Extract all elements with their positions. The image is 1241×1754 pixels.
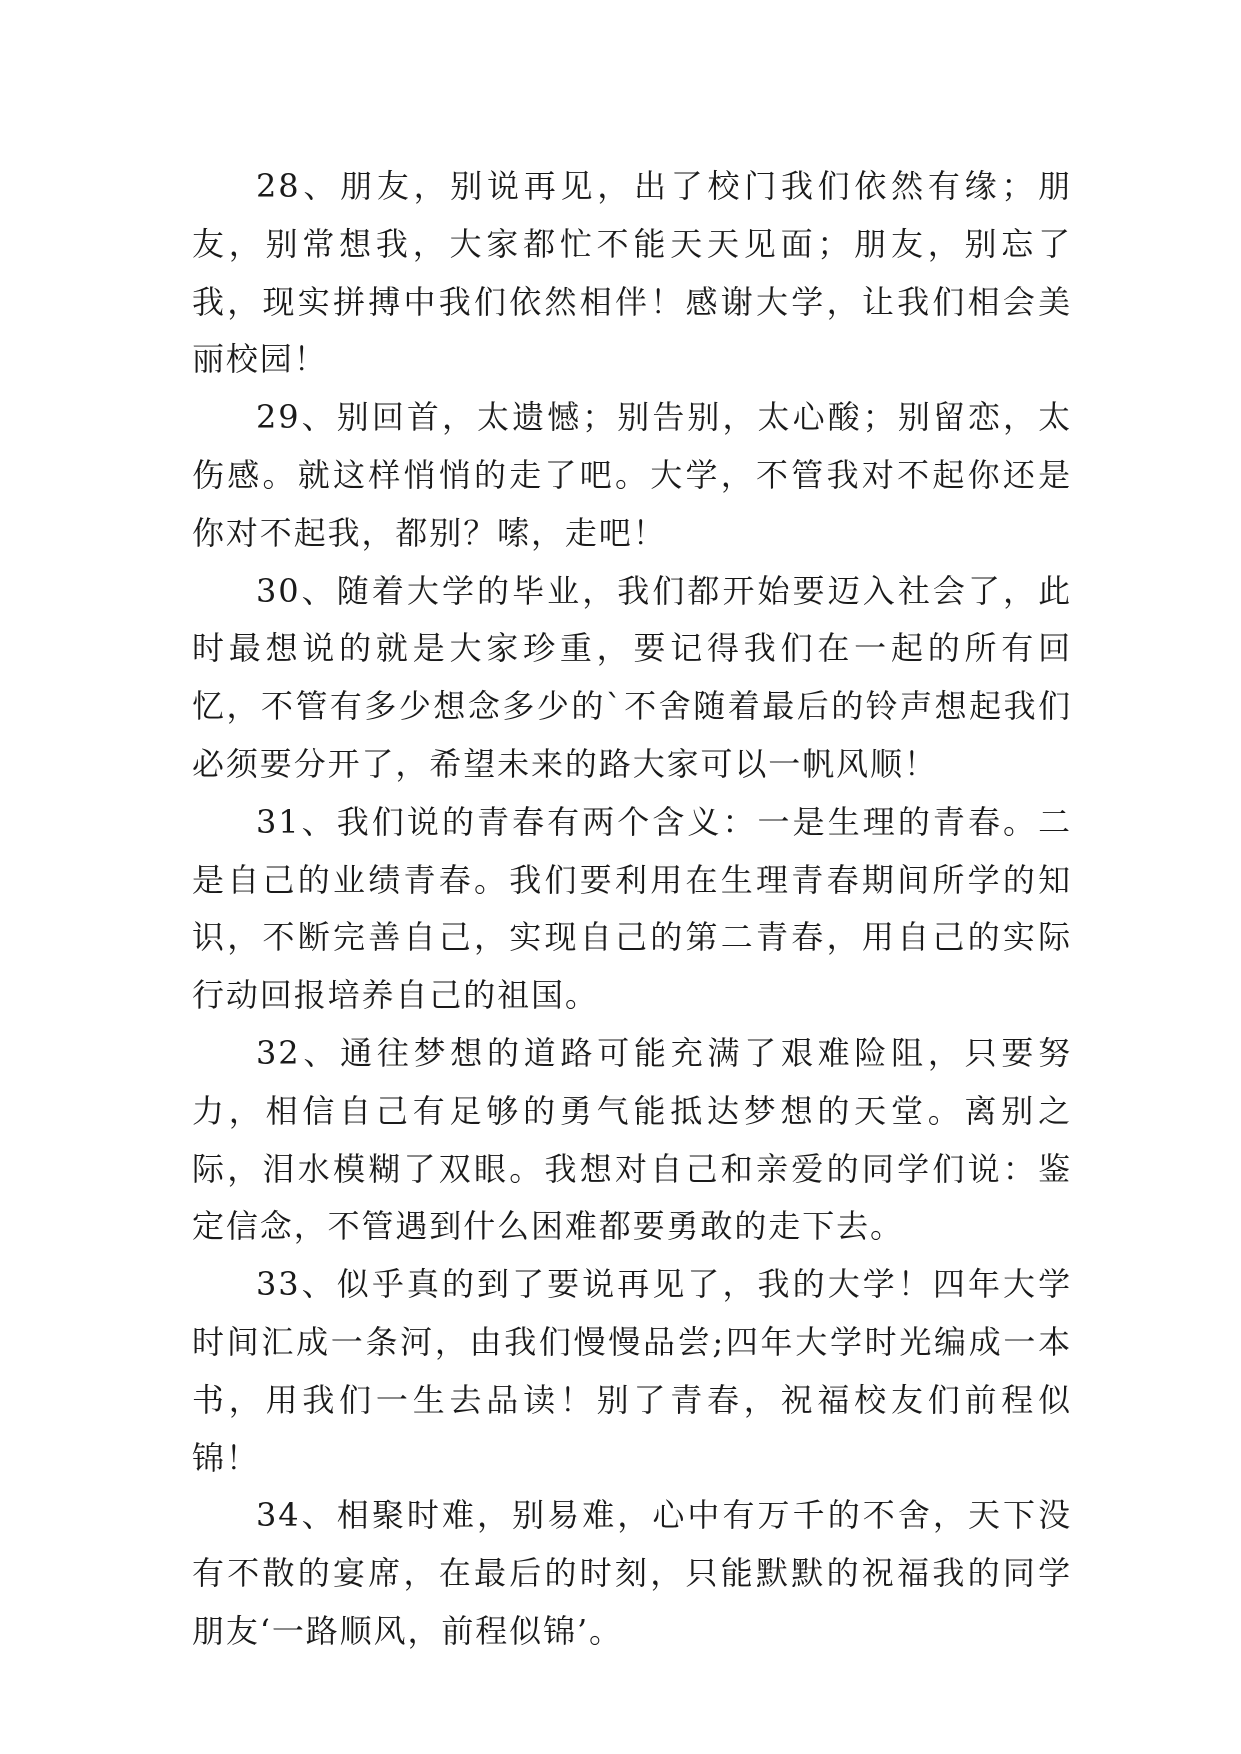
paragraph-30: 30、随着大学的毕业，我们都开始要迈入社会了，此时最想说的就是大家珍重，要记得我们在一起的所有回忆，不管有多少想念多少的`不舍随着最后的铃声想起我们必须要分开了，希望未来的路大家可以一帆风顺！ <box>192 571 1072 783</box>
document-body <box>192 158 1072 1661</box>
paragraph-29: 29、别回首，太遗憾；别告别，太心酸；别留恋，太伤感。就这样悄悄的走了吧。大学，不管我对不起你还是你对不起我，都别？嗦，走吧！ <box>192 398 1072 552</box>
paragraph-28: 28、朋友，别说再见，出了校门我们依然有缘；朋友，别常想我，大家都忙不能天天见面；朋友，别忘了我，现实拼搏中我们依然相伴！感谢大学，让我们相会美丽校园！ <box>192 167 1072 379</box>
paragraph-34: 34、相聚时难，别易难，心中有万千的不舍，天下没有不散的宴席，在最后的时刻，只能默默的祝福我的同学朋友‘一路顺风，前程似锦’。 <box>192 1496 1072 1650</box>
paragraph-33: 33、似乎真的到了要说再见了，我的大学！四年大学时间汇成一条河，由我们慢慢品尝;四年大学时光编成一本书，用我们一生去品读！别了青春，祝福校友们前程似锦！ <box>192 1265 1072 1477</box>
paragraph-31: 31、我们说的青春有两个含义：一是生理的青春。二是自己的业绩青春。我们要利用在生理青春期间所学的知识，不断完善自己，实现自己的第二青春，用自己的实际行动回报培养自己的祖国。 <box>192 802 1072 1015</box>
paragraph-32: 32、通往梦想的道路可能充满了艰难险阻，只要努力，相信自己有足够的勇气能抵达梦想的天堂。离别之际，泪水模糊了双眼。我想对自己和亲爱的同学们说：鉴定信念，不管遇到什么困难都要勇敢的走下去。 <box>192 1033 1072 1246</box>
